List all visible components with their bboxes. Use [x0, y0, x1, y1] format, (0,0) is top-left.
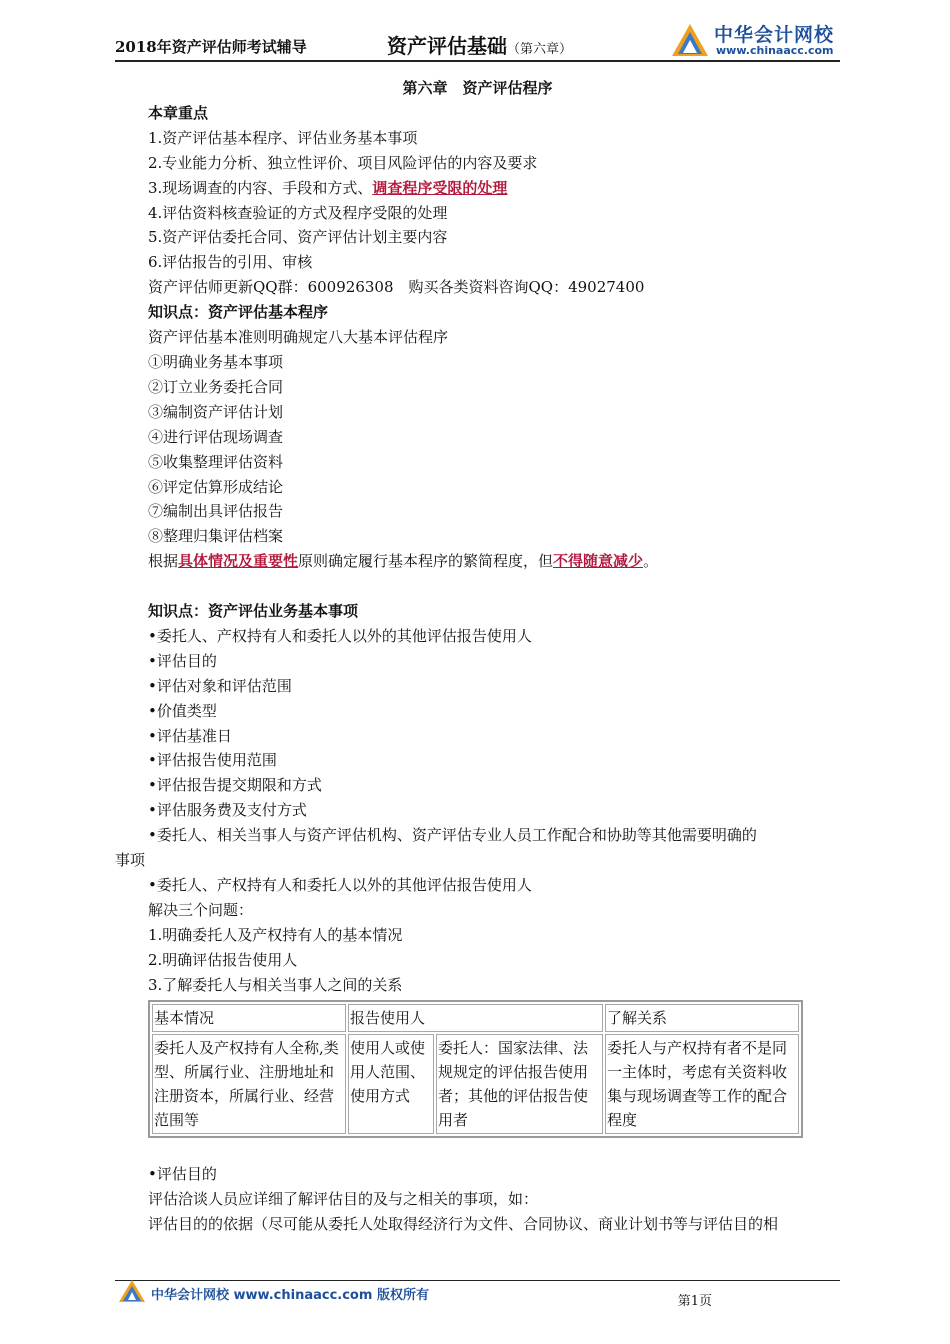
basic-procedure-intro: 资产评估基本准则明确规定八大基本评估程序	[148, 328, 449, 347]
matter-bullet: •评估服务费及支付方式	[148, 801, 307, 820]
key-point-item: 2.专业能力分析、独立性评价、项目风险评估的内容及要求	[148, 153, 538, 172]
exam-title: 2018年资产评估师考试辅导	[115, 38, 307, 56]
page-number: 第1页	[677, 1294, 712, 1309]
highlight-text: 不得随意减少	[553, 552, 644, 571]
solve-item: 2.明确评估报告使用人	[148, 950, 298, 969]
key-point-item: 5.资产评估委托合同、资产评估计划主要内容	[148, 228, 448, 247]
matter-bullet: •评估报告提交期限和方式	[148, 776, 322, 795]
logo-url: www.chinaacc.com	[716, 44, 834, 57]
table-header-row	[152, 1004, 799, 1032]
footer-logo-icon	[117, 1278, 147, 1304]
table-cell: 使用人或使用人范围、使用方式	[348, 1034, 434, 1134]
key-point-item: 6.评估报告的引用、审核	[148, 253, 313, 272]
note-text: 。	[643, 552, 659, 571]
matter-bullet: •委托人、产权持有人和委托人以外的其他评估报告使用人	[148, 875, 532, 894]
procedure-step: ⑥评定估算形成结论	[148, 477, 284, 496]
spacer	[115, 574, 840, 599]
footer-rule	[115, 1280, 840, 1281]
procedure-step: ⑦编制出具评估报告	[148, 502, 284, 521]
table-header-cell: 了解关系	[605, 1004, 799, 1032]
chinaacc-logo	[670, 18, 840, 60]
purpose-text: 评估洽谈人员应详细了解评估目的及与之相关的事项，如：	[148, 1190, 539, 1209]
table-header-cell: 基本情况	[152, 1004, 346, 1032]
purpose-bullet: •评估目的	[148, 1165, 217, 1184]
chapter-label: （第六章）	[507, 42, 573, 57]
note-text: 根据	[148, 552, 179, 571]
client-info-table	[148, 1000, 803, 1138]
procedure-step: ⑤收集整理评估资料	[148, 452, 284, 471]
basic-procedure-heading: 知识点：资产评估基本程序	[148, 303, 329, 322]
matter-bullet: •评估对象和评估范围	[148, 676, 292, 695]
matter-bullet: •评估基准日	[148, 726, 232, 745]
table-cell: 委托人及产权持有人全称,类型、所属行业、注册地址和注册资本，所属行业、经营范围等	[152, 1034, 346, 1134]
footer-copyright: 中华会计网校 www.chinaacc.com 版权所有	[151, 1288, 429, 1303]
solve-item: 3.了解委托人与相关当事人之间的关系	[148, 975, 403, 994]
procedure-step: ③编制资产评估计划	[148, 402, 284, 421]
table-cell: 委托人：国家法律、法规规定的评估报告使用者；其他的评估报告使用者	[436, 1034, 603, 1134]
procedure-step: ②订立业务委托合同	[148, 377, 284, 396]
subject-name: 资产评估基础	[387, 34, 507, 58]
subject-title	[387, 30, 572, 59]
highlight-text: 调查程序受限的处理	[372, 178, 508, 197]
spacer	[115, 1138, 840, 1163]
matter-bullet: •评估目的	[148, 651, 217, 670]
procedure-step: ⑧整理归集评估档案	[148, 527, 284, 546]
key-point-item: 4.评估资料核查验证的方式及程序受限的处理	[148, 203, 448, 222]
matter-bullet: •评估报告使用范围	[148, 751, 277, 770]
key-point-text: 3.现场调查的内容、手段和方式、	[148, 178, 373, 197]
matter-bullet-long: •委托人、相关当事人与资产评估机构、资产评估专业人员工作配合和协助等其他需要明确的	[148, 826, 757, 845]
table-row	[152, 1034, 799, 1134]
document-body	[115, 76, 840, 1237]
matter-bullet: •价值类型	[148, 701, 217, 720]
procedure-note	[115, 549, 840, 574]
basic-matters-heading: 知识点：资产评估业务基本事项	[148, 602, 359, 621]
solve-heading: 解决三个问题：	[148, 900, 254, 919]
logo-brand: 中华会计网校	[714, 24, 835, 46]
purpose-text: 评估目的的依据（尽可能从委托人处取得经济行为文件、合同协议、商业计划书等与评估目的相	[148, 1215, 779, 1234]
highlight-text: 具体情况及重要性	[178, 552, 299, 571]
table-cell: 委托人与产权持有者不是同一主体时，考虑有关资料收集与现场调查等工作的配合程度	[605, 1034, 799, 1134]
solve-item: 1.明确委托人及产权持有人的基本情况	[148, 925, 403, 944]
page-footer	[115, 1278, 840, 1318]
table-header-cell: 报告使用人	[348, 1004, 603, 1032]
qq-contact-line: 资产评估师更新QQ群：600926308 购买各类资料咨询QQ：49027400	[148, 278, 645, 297]
note-text: 原则确定履行基本程序的繁简程度，但	[298, 552, 554, 571]
procedure-step: ④进行评估现场调查	[148, 427, 284, 446]
chapter-title: 第六章 资产评估程序	[402, 79, 553, 97]
header-rule	[115, 60, 840, 62]
procedure-step: ①明确业务基本事项	[148, 352, 284, 371]
key-point-item	[115, 176, 840, 201]
matter-bullet: •委托人、产权持有人和委托人以外的其他评估报告使用人	[148, 626, 532, 645]
key-point-item: 1.资产评估基本程序、评估业务基本事项	[148, 128, 418, 147]
logo-pyramid-icon	[670, 22, 710, 58]
page-header	[115, 18, 840, 62]
key-points-heading: 本章重点	[148, 103, 209, 122]
matter-bullet-long-cont: 事项	[115, 851, 146, 870]
